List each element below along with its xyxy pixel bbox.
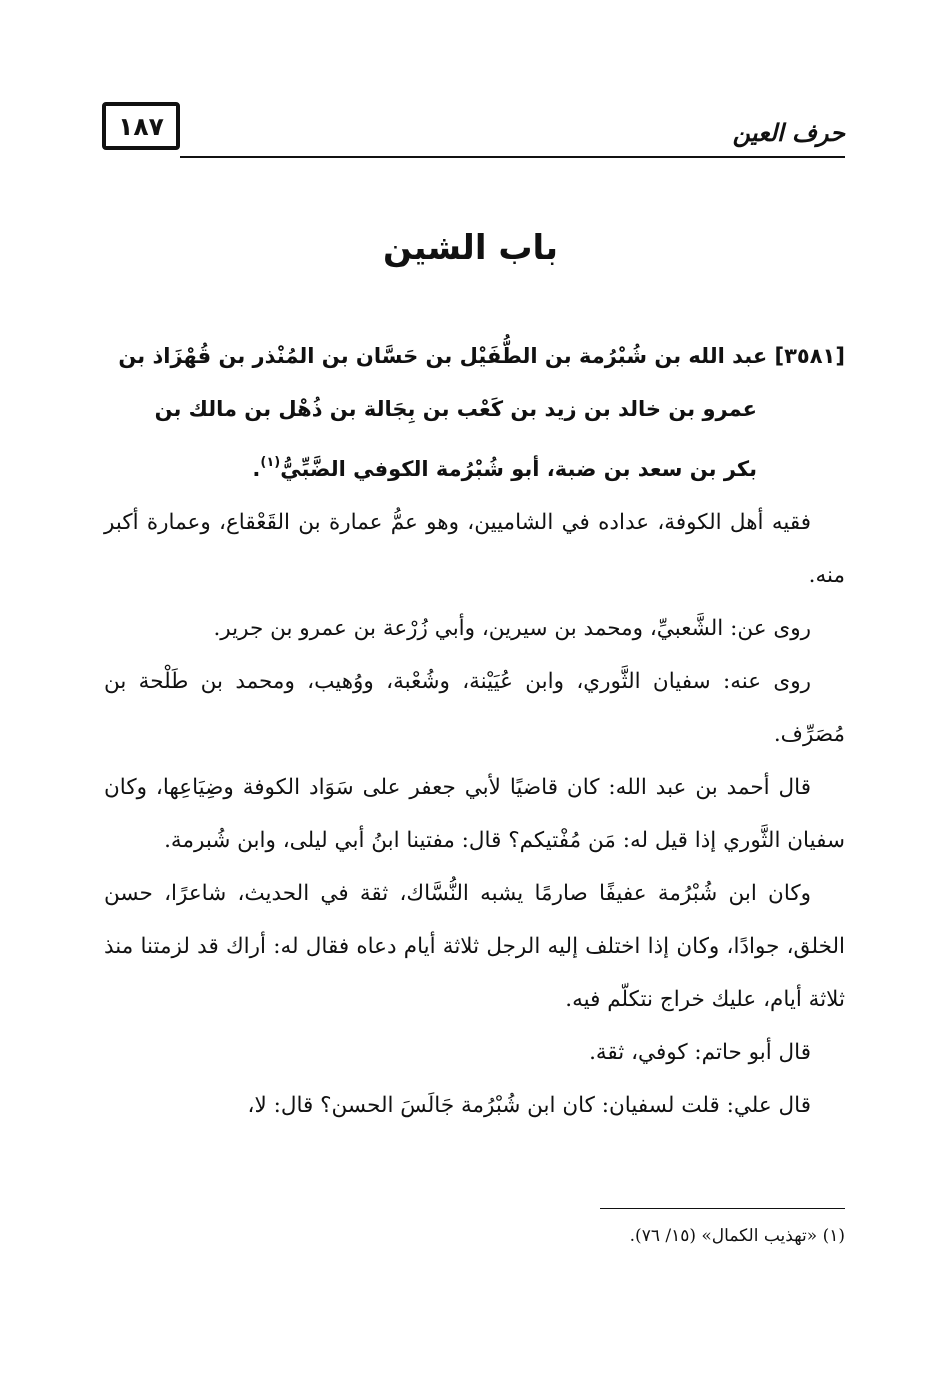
paragraph: روى عنه: سفيان الثَّوري، وابن عُيَيْنة، وشُعْبة، ووُهيب، ومحمد بن طَلْحة بن مُصَرِّف. bbox=[104, 669, 845, 747]
paragraph: قال أبو حاتم: كوفي، ثقة. bbox=[589, 1040, 811, 1065]
running-title: حرف العين bbox=[732, 118, 845, 147]
paragraph: فقيه أهل الكوفة، عداده في الشاميين، وهو عمُّ عمارة بن القَعْقاع، وعمارة أكبر منه. bbox=[104, 510, 845, 588]
page-number: ١٨٧ bbox=[102, 102, 180, 150]
paragraph: قال أحمد بن عبد الله: كان قاضيًا لأبي جعفر على سَوَاد الكوفة وضِيَاعِها، وكان سفيان الثَّوري إذا قيل له: مَن مُفْتيكم؟ قال: مفتينا ابنُ أبي ليلى، وابن شُبرمة. bbox=[104, 775, 845, 853]
paragraph: روى عن: الشَّعبيِّ، ومحمد بن سيرين، وأبي زُرْعة بن عمرو بن جرير. bbox=[213, 616, 811, 641]
entry-heading-line-3: بكر بن سعد بن ضبة، أبو شُبْرُمة الكوفي الضَّبِّيُّ$^{(١)}$. bbox=[252, 455, 757, 481]
header-rule bbox=[180, 156, 845, 158]
paragraph: وكان ابن شُبْرُمة عفيفًا صارمًا يشبه النُّسَّاك، ثقة في الحديث، شاعرًا، حسن الخلق، جوادًا، وكان إذا اختلف إليه الرجل ثلاثة أيام دعاه فقال له: أراك قد لزمتنا منذ ثلاثة أيام، عليك خراج نتكلّم فيه. bbox=[104, 881, 845, 1012]
body-text bbox=[104, 330, 845, 1132]
entry-number: [٣٥٨١] bbox=[774, 344, 845, 368]
footnote-rule bbox=[600, 1208, 845, 1209]
footnote: (١) «تهذيب الكمال» (١٥/ ٧٦). bbox=[629, 1226, 845, 1246]
chapter-title: باب الشين bbox=[382, 228, 559, 268]
entry-heading-line-2: عمرو بن خالد بن زيد بن كَعْب بن بِجَالة بن ذُهْل بن مالك بن bbox=[154, 397, 757, 421]
paragraph: قال علي: قلت لسفيان: كان ابن شُبْرُمة جَالَسَ الحسن؟ قال: لا، bbox=[247, 1093, 811, 1118]
footnote-reference[interactable]: (١) bbox=[260, 455, 281, 470]
entry-heading-line-1: [٣٥٨١] عبد الله بن شُبْرُمة بن الطُّفَيْل بن حَسَّان بن المُنْذر بن قُهْزَاذ بن bbox=[118, 344, 845, 368]
entry-heading bbox=[104, 330, 845, 496]
